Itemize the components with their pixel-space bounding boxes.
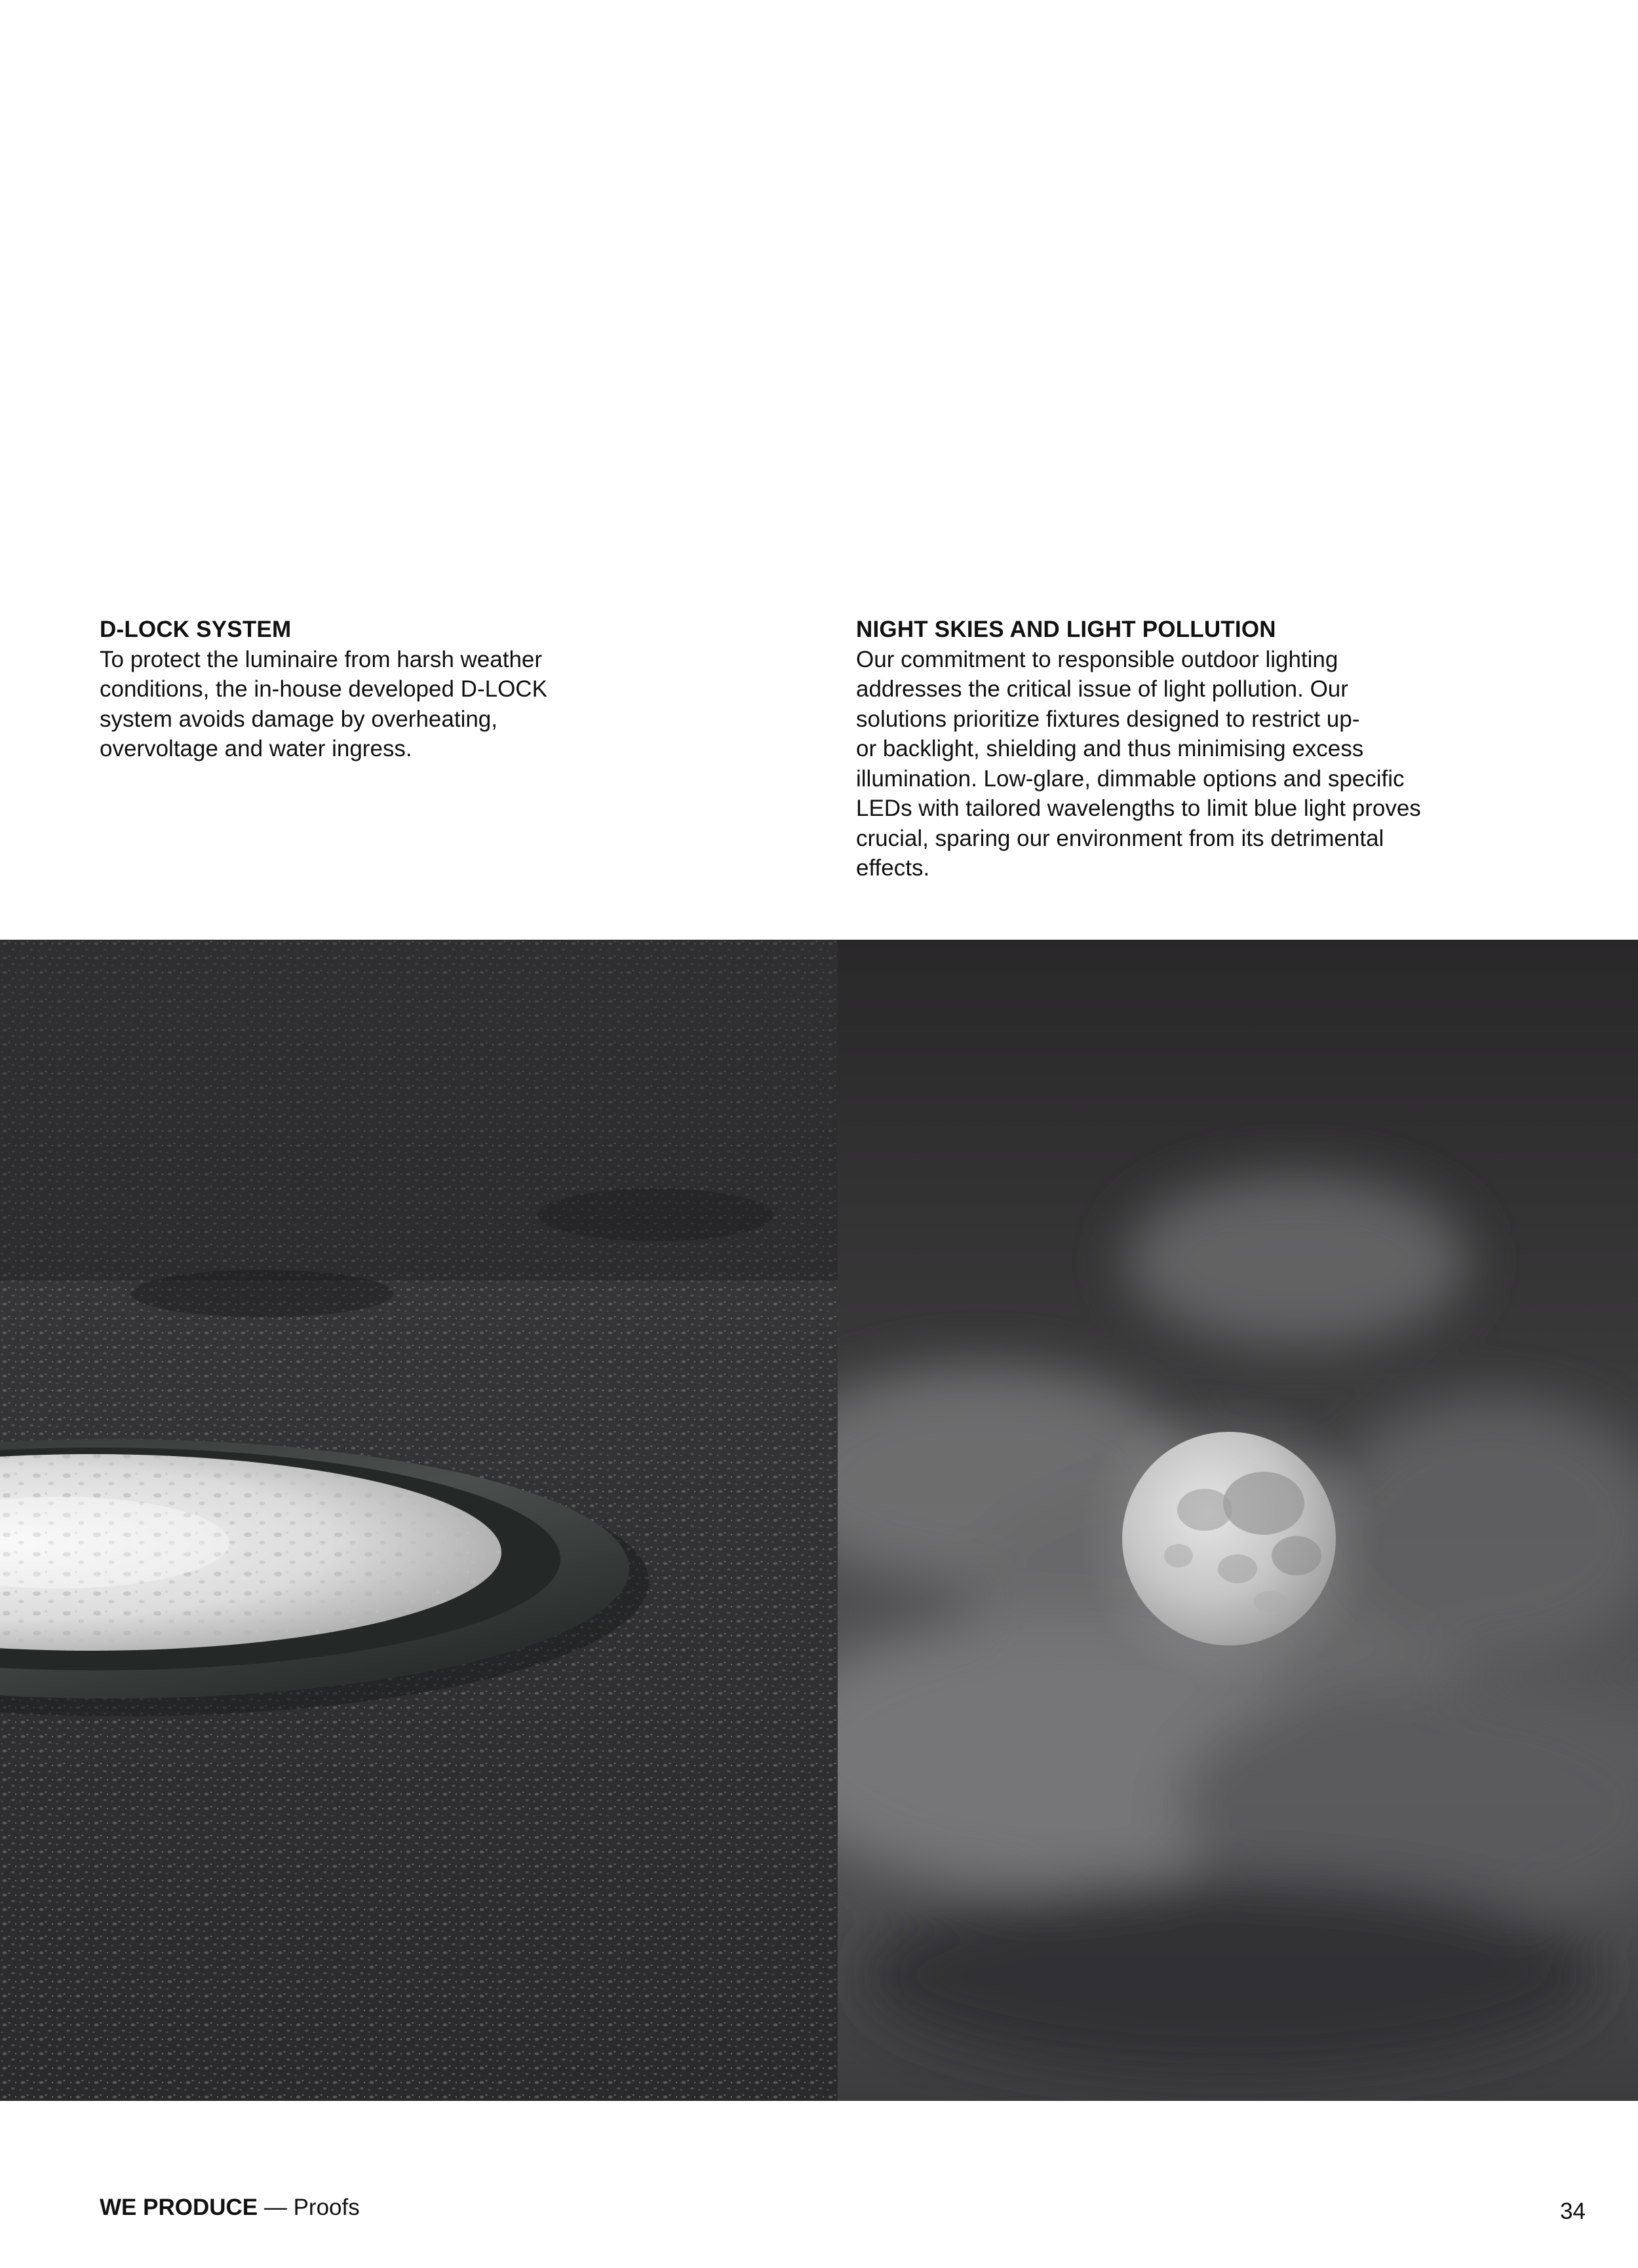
d-lock-line: overvoltage and water ingress. — [100, 736, 412, 761]
night-skies-line: addresses the critical issue of light pollution. Our — [856, 676, 1348, 702]
night-skies-line: crucial, sparing our environment from its detrimental — [856, 825, 1384, 851]
night-skies-line: Our commitment to responsible outdoor lighting — [856, 646, 1338, 672]
moon-photo — [838, 940, 1638, 2101]
d-lock-section — [100, 615, 755, 764]
night-skies-line: solutions prioritize fixtures designed to restrict up- — [856, 706, 1360, 732]
footer-running-head — [100, 2193, 360, 2223]
d-lock-body — [100, 645, 755, 764]
night-skies-title: NIGHT SKIES AND LIGHT POLLUTION — [856, 617, 1276, 642]
d-lock-line: To protect the luminaire from harsh weather — [100, 646, 543, 672]
d-lock-title: D-LOCK SYSTEM — [100, 617, 292, 642]
night-skies-line: LEDs with tailored wavelengths to limit blue light proves — [856, 796, 1421, 821]
footer-section: WE PRODUCE — [100, 2195, 258, 2220]
luminaire-photo — [0, 940, 838, 2101]
night-skies-section — [856, 615, 1538, 883]
footer-separator: — — [258, 2195, 294, 2220]
page-number: 34 — [1560, 2199, 1586, 2224]
night-skies-body — [856, 645, 1538, 883]
footer-subsection: Proofs — [293, 2195, 360, 2220]
night-skies-line: effects. — [856, 855, 930, 881]
night-skies-line: or backlight, shielding and thus minimising excess — [856, 736, 1364, 761]
d-lock-line: conditions, the in-house developed D-LOCK — [100, 676, 547, 702]
d-lock-line: system avoids damage by overheating, — [100, 706, 497, 732]
night-skies-line: illumination. Low-glare, dimmable options and specific — [856, 765, 1405, 792]
